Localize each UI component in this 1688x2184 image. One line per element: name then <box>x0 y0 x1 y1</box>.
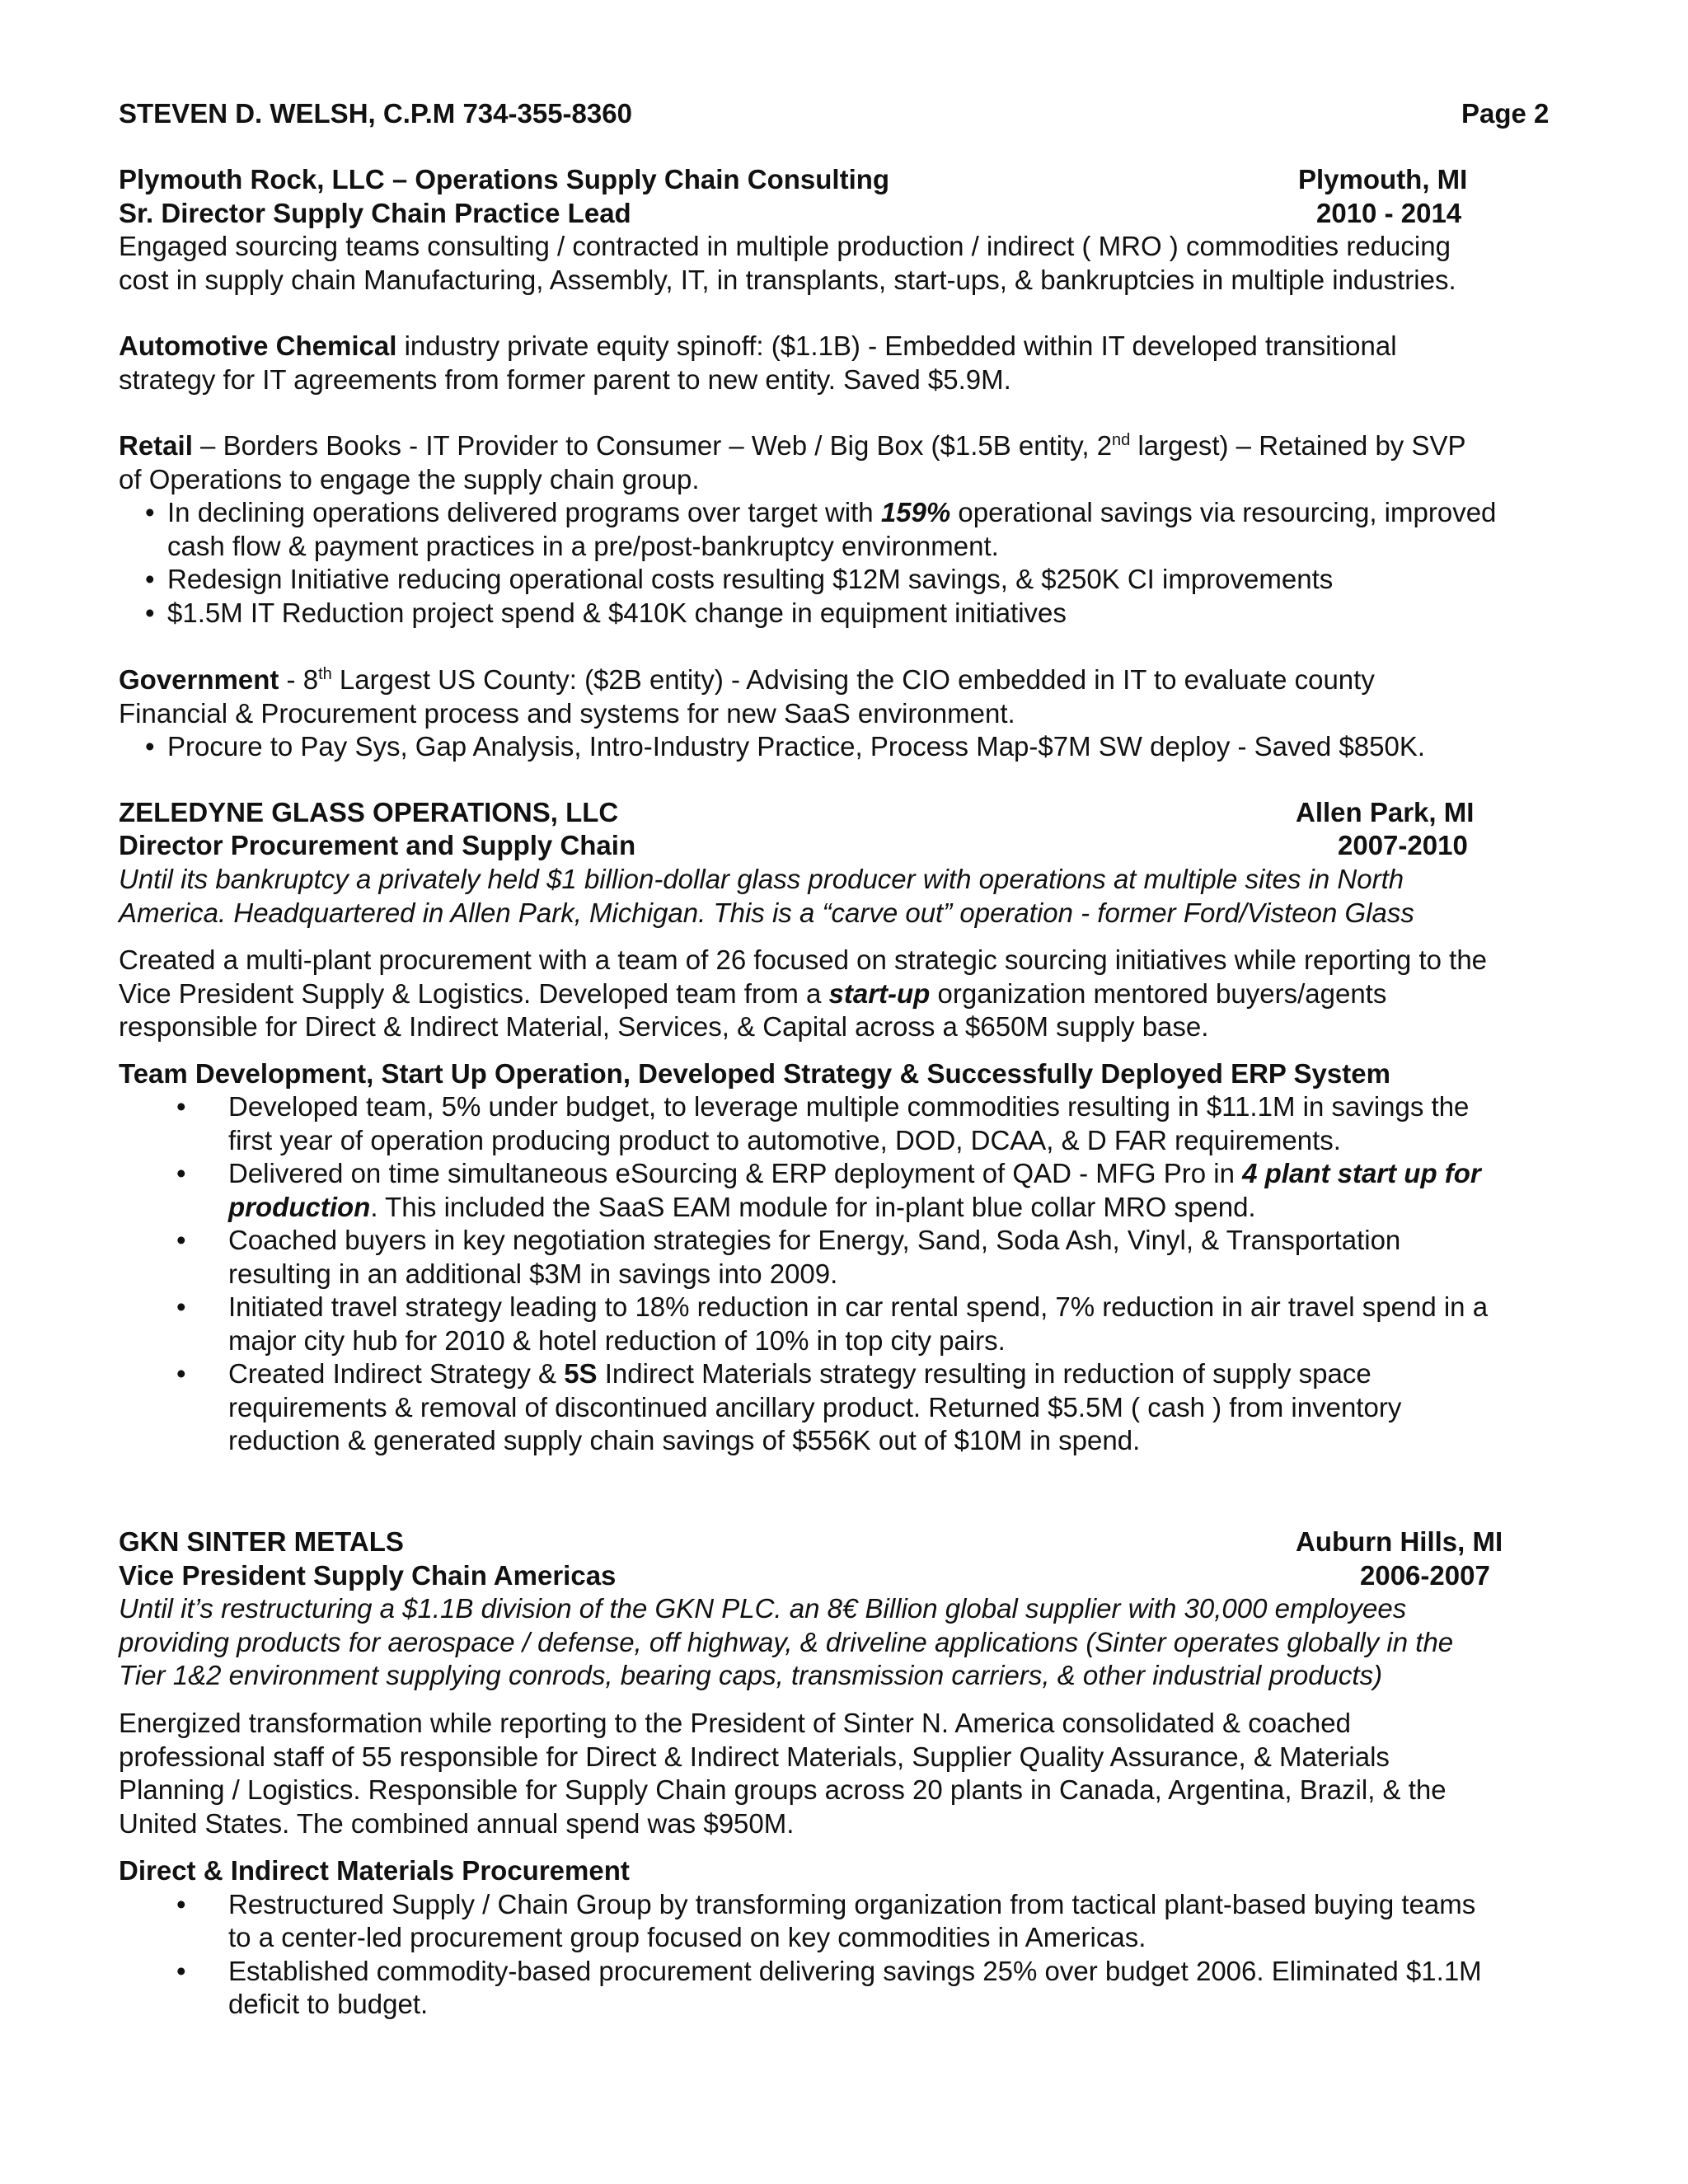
list-item: Redesign Initiative reducing operational costs resulting $12M savings, & $250K CI improvements <box>167 564 1334 594</box>
gkn-dates: 2006-2007 <box>1360 1560 1490 1591</box>
list-item-continuation: cash flow & payment practices in a pre/post-bankruptcy environment. <box>167 531 999 561</box>
gkn-summary-line: United States. The combined annual spend was $950M. <box>119 1807 795 1839</box>
plymouth-summary-line: cost in supply chain Manufacturing, Assembly, IT, in transplants, start-ups, & bankruptcies in multiple industries. <box>119 264 1456 295</box>
plymouth-dates: 2010 - 2014 <box>1316 198 1462 228</box>
zeledyne-summary-text: Vice President Supply & Logistics. Developed team from a <box>119 977 829 1009</box>
gkn-title: Vice President Supply Chain Americas <box>119 1560 617 1591</box>
gkn-description <box>119 1592 1586 1693</box>
list-item-text: Delivered on time simultaneous eSourcing & ERP deployment of QAD - MFG Pro in <box>228 1158 1243 1188</box>
list-item: Established commodity-based procurement delivering savings 25% over budget 2006. Eliminated $1.1M <box>228 1956 1482 1986</box>
bullet-icon: • <box>145 497 155 527</box>
gkn-summary-line: Planning / Logistics. Responsible for Supply Chain groups across 20 plants in Canada, Argentina, Brazil, & the <box>119 1774 1447 1805</box>
list-item-continuation: to a center-led procurement group focused on key commodities in Americas. <box>228 1922 1146 1952</box>
plymouth-summary <box>119 230 1586 297</box>
bullet-icon: • <box>145 564 155 594</box>
government-superscript: th <box>318 665 332 683</box>
list-item: Coached buyers in key negotiation strategies for Energy, Sand, Soda Ash, Vinyl, & Transportation <box>228 1225 1401 1255</box>
bullet-icon: • <box>176 1158 186 1188</box>
list-item-continuation: major city hub for 2010 & hotel reduction of 10% in top city pairs. <box>228 1325 1006 1356</box>
list-item-text: . This included the SaaS EAM module for in-plant blue collar MRO spend. <box>370 1192 1256 1222</box>
retail-paragraph <box>119 429 1586 496</box>
list-item-continuation: resulting in an additional $3M in savings into 2009. <box>228 1258 838 1289</box>
bullet-icon: • <box>176 1358 186 1389</box>
zeledyne-summary-line: responsible for Direct & Indirect Material, Services, & Capital across a $650M supply base. <box>119 1011 1209 1042</box>
gkn-summary <box>119 1707 1586 1840</box>
list-item <box>167 496 1496 530</box>
zeledyne-subheading: Team Development, Start Up Operation, Developed Strategy & Successfully Deployed ERP System <box>119 1058 1390 1089</box>
plymouth-company: Plymouth Rock, LLC – Operations Supply Chain Consulting <box>119 164 890 194</box>
automotive-chemical-text: strategy for IT agreements from former parent to new entity. Saved $5.9M. <box>119 363 1011 395</box>
automotive-chemical-paragraph <box>119 330 1586 396</box>
government-text: - 8 <box>279 664 319 695</box>
list-item: $1.5M IT Reduction project spend & $410K change in equipment initiatives <box>167 598 1067 628</box>
list-item <box>228 1157 1481 1191</box>
bullet-icon: • <box>176 1889 186 1919</box>
automotive-chemical-label: Automotive Chemical <box>119 330 397 361</box>
list-item: Developed team, 5% under budget, to leverage multiple commodities resulting in $11.1M in savings the <box>228 1091 1470 1122</box>
list-item: Procure to Pay Sys, Gap Analysis, Intro-Industry Practice, Process Map-$7M SW deploy - Saved $850K. <box>167 731 1425 762</box>
bullet-icon: • <box>176 1091 186 1122</box>
plymouth-location: Plymouth, MI <box>1298 164 1468 194</box>
bullet-icon: • <box>176 1291 186 1322</box>
gkn-summary-line: professional staff of 55 responsible for Direct & Indirect Materials, Supplier Quality Assurance, & Materials <box>119 1741 1390 1772</box>
list-item-continuation: reduction & generated supply chain savings of $556K out of $10M in spend. <box>228 1425 1141 1455</box>
list-item-continuation: first year of operation producing product to automotive, DOD, DCAA, & D FAR requirements. <box>228 1125 1341 1155</box>
zeledyne-description-line: Until its bankruptcy a privately held $1 billion-dollar glass producer with operations at multiple sites in North <box>119 864 1404 894</box>
list-item-text: Created Indirect Strategy & <box>228 1358 565 1389</box>
zeledyne-dates: 2007-2010 <box>1338 830 1468 860</box>
list-item-text: Indirect Materials strategy resulting in reduction of supply space <box>597 1358 1372 1389</box>
gkn-subheading: Direct & Indirect Materials Procurement <box>119 1855 630 1886</box>
bullet-icon: • <box>145 598 155 628</box>
retail-superscript: nd <box>1112 431 1131 449</box>
government-label: Government <box>119 664 279 695</box>
gkn-description-line: Until it’s restructuring a $1.1B division of the GKN PLC. an 8€ Billion global supplier with 30,000 employees <box>119 1593 1407 1624</box>
zeledyne-title: Director Procurement and Supply Chain <box>119 830 636 860</box>
gkn-location: Auburn Hills, MI <box>1296 1526 1503 1557</box>
list-item-emphasis: 159% <box>880 497 951 527</box>
retail-text: of Operations to engage the supply chain group. <box>119 463 700 494</box>
zeledyne-summary-text: organization mentored buyers/agents <box>930 977 1387 1009</box>
list-item-emphasis: production <box>228 1192 371 1222</box>
list-item-continuation <box>228 1191 1256 1225</box>
list-item: Restructured Supply / Chain Group by transforming organization from tactical plant-based buying teams <box>228 1889 1476 1919</box>
zeledyne-company: ZELEDYNE GLASS OPERATIONS, LLC <box>119 797 619 827</box>
zeledyne-location: Allen Park, MI <box>1296 797 1475 827</box>
zeledyne-summary-line: Created a multi-plant procurement with a team of 26 focused on strategic sourcing initiatives while reporting to the <box>119 944 1488 975</box>
gkn-description-line: Tier 1&2 environment supplying conrods, bearing caps, transmission carriers, & other industrial products) <box>119 1660 1383 1690</box>
header-name-phone: STEVEN D. WELSH, C.P.M 734-355-8360 <box>119 98 632 129</box>
government-text: Largest US County: ($2B entity) - Advising the CIO embedded in IT to evaluate county <box>331 664 1375 695</box>
list-item: Initiated travel strategy leading to 18% reduction in car rental spend, 7% reduction in air travel spend in a <box>228 1291 1489 1322</box>
gkn-company: GKN SINTER METALS <box>119 1526 404 1557</box>
government-paragraph <box>119 663 1586 730</box>
bullet-icon: • <box>145 731 155 762</box>
plymouth-title: Sr. Director Supply Chain Practice Lead <box>119 198 631 228</box>
retail-text: largest) – Retained by SVP <box>1130 430 1466 461</box>
retail-text: – Borders Books - IT Provider to Consumer – Web / Big Box ($1.5B entity, 2 <box>192 430 1113 461</box>
automotive-chemical-text: industry private equity spinoff: ($1.1B) - Embedded within IT developed transitional <box>396 330 1397 361</box>
list-item-emphasis: 4 plant start up for <box>1242 1158 1481 1188</box>
zeledyne-summary-emphasis: start-up <box>828 977 931 1009</box>
zeledyne-summary <box>119 944 1586 1044</box>
zeledyne-description-line: America. Headquartered in Allen Park, Michigan. This is a “carve out” operation - former Ford/Visteon Glass <box>119 897 1414 928</box>
gkn-description-line: providing products for aerospace / defense, off highway, & driveline applications (Sinter operates globally in the <box>119 1626 1454 1657</box>
government-text: Financial & Procurement process and systems for new SaaS environment. <box>119 697 1015 729</box>
list-item-continuation: requirements & removal of discontinued ancillary product. Returned $5.5M ( cash ) from inventory <box>228 1392 1402 1422</box>
bullet-icon: • <box>176 1956 186 1986</box>
zeledyne-description <box>119 863 1586 930</box>
list-item-text: operational savings via resourcing, improved <box>950 497 1497 527</box>
gkn-summary-line: Energized transformation while reporting to the President of Sinter N. America consolidated & coached <box>119 1708 1351 1738</box>
list-item <box>228 1357 1372 1391</box>
retail-label: Retail <box>119 430 193 461</box>
list-item-emphasis: 5S <box>564 1358 598 1389</box>
header-page-number: Page 2 <box>1461 98 1550 129</box>
list-item-text: In declining operations delivered programs over target with <box>167 497 881 527</box>
plymouth-summary-line: Engaged sourcing teams consulting / contracted in multiple production / indirect ( MRO ) commodities reducing <box>119 231 1451 261</box>
list-item-continuation: deficit to budget. <box>228 1989 429 2019</box>
bullet-icon: • <box>176 1225 186 1255</box>
